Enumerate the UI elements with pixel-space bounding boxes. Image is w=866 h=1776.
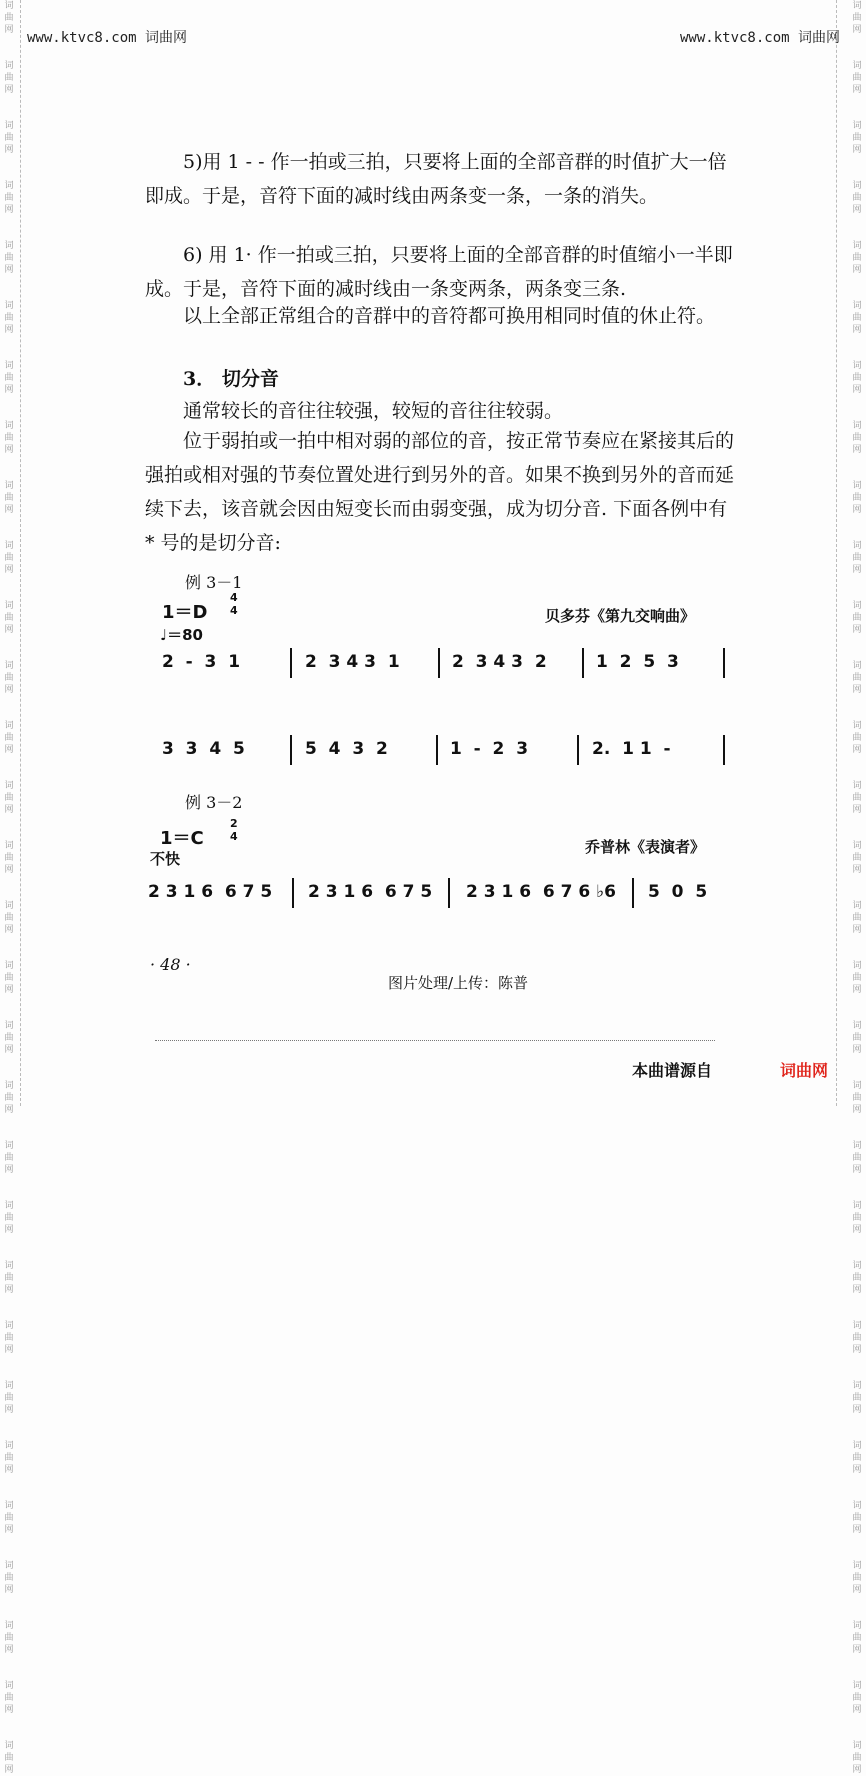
- side-watermark-text: 词 曲 网: [4, 721, 14, 755]
- side-watermark-text: 词 曲 网: [4, 601, 14, 635]
- side-watermark-text: 词 曲 网: [852, 541, 862, 575]
- example1-composer: 贝多芬《第九交响曲》: [545, 607, 696, 625]
- right-side-watermark: [848, 0, 866, 1775]
- barline: [632, 878, 634, 908]
- side-watermark-text: 词 曲 网: [4, 361, 14, 395]
- barline: [290, 648, 292, 678]
- example1-meter-bottom: 4: [230, 604, 238, 617]
- example1-measure-4: 1 2 5 3: [596, 652, 679, 672]
- example2-measure-2: 2 3 1 6 6 7 5: [308, 882, 433, 902]
- example2-measure-4: 5 0 5: [648, 882, 708, 902]
- header-watermark-left: www.ktvc8.com 词曲网: [27, 30, 188, 46]
- side-watermark-text: 词 曲 网: [852, 721, 862, 755]
- example2-key: 1＝C: [160, 828, 204, 849]
- barline: [438, 648, 440, 678]
- example2-meter-top: 2: [230, 817, 238, 830]
- side-watermark-text: 词 曲 网: [4, 1201, 14, 1235]
- side-watermark-text: 词 曲 网: [4, 1561, 14, 1595]
- example1-label: 例 3－1: [185, 573, 243, 592]
- example1-measure-3: 2 3 4 3 2: [452, 652, 547, 672]
- side-watermark-text: 词 曲 网: [852, 1441, 862, 1475]
- side-watermark-text: 词 曲 网: [4, 1441, 14, 1475]
- side-watermark-text: 词 曲 网: [4, 181, 14, 215]
- side-watermark-text: 词 曲 网: [4, 61, 14, 95]
- side-watermark-text: 词 曲 网: [4, 781, 14, 815]
- side-watermark-text: 词 曲 网: [852, 1081, 862, 1115]
- side-watermark-text: 词 曲 网: [852, 1201, 862, 1235]
- side-watermark-text: 词 曲 网: [852, 121, 862, 155]
- side-watermark-text: 词 曲 网: [4, 841, 14, 875]
- side-watermark-text: 词 曲 网: [852, 1741, 862, 1775]
- example2-label: 例 3－2: [185, 793, 243, 812]
- side-watermark-text: 词 曲 网: [852, 1681, 862, 1715]
- barline: [582, 648, 584, 678]
- side-watermark-text: 词 曲 网: [852, 781, 862, 815]
- side-watermark-text: 词 曲 网: [4, 1321, 14, 1355]
- side-watermark-text: 词 曲 网: [4, 241, 14, 275]
- example2-measure-3: 2 3 1 6 6 7 6 ♭6: [466, 882, 616, 902]
- side-watermark-text: 词 曲 网: [4, 1621, 14, 1655]
- side-watermark-text: 词 曲 网: [4, 1681, 14, 1715]
- side-watermark-text: 词 曲 网: [4, 481, 14, 515]
- side-watermark-text: 词 曲 网: [4, 1381, 14, 1415]
- example1-measure-5: 3 3 4 5: [162, 739, 245, 759]
- side-watermark-text: 词 曲 网: [852, 961, 862, 995]
- credit-text: 图片处理/上传：陈普: [388, 974, 529, 992]
- barline: [436, 735, 438, 765]
- barline: [448, 878, 450, 908]
- barline: [723, 735, 725, 765]
- side-watermark-text: 词 曲 网: [4, 1081, 14, 1115]
- example1-tempo: ♩＝80: [160, 626, 203, 644]
- side-watermark-text: 词 曲 网: [852, 661, 862, 695]
- left-side-watermark: [0, 0, 18, 1775]
- side-watermark-text: 词 曲 网: [852, 181, 862, 215]
- side-watermark-text: 词 曲 网: [4, 1501, 14, 1535]
- example1-measure-2: 2 3 4 3 1: [305, 652, 400, 672]
- side-watermark-text: 词 曲 网: [4, 541, 14, 575]
- side-watermark-text: 词 曲 网: [4, 901, 14, 935]
- side-watermark-text: 词 曲 网: [852, 301, 862, 335]
- side-watermark-text: 词 曲 网: [852, 1321, 862, 1355]
- example2-composer: 乔普林《表演者》: [585, 838, 706, 856]
- side-watermark-text: 词 曲 网: [852, 1561, 862, 1595]
- side-watermark-text: 词 曲 网: [852, 1381, 862, 1415]
- side-watermark-text: 词 曲 网: [4, 421, 14, 455]
- example1-measure-6: 5 4 3 2: [305, 739, 388, 759]
- side-watermark-text: 词 曲 网: [852, 1261, 862, 1295]
- footer-site-link[interactable]: 词曲网: [780, 1061, 829, 1080]
- side-watermark-text: 词 曲 网: [852, 1021, 862, 1055]
- barline: [290, 735, 292, 765]
- separator: [155, 1040, 715, 1041]
- footer-source: 本曲谱源自: [632, 1061, 713, 1080]
- example2-measure-1: 2 3 1 6 6 7 5: [148, 882, 273, 902]
- side-watermark-text: 词 曲 网: [852, 61, 862, 95]
- paragraph-intro: 通常较长的音往往较强，较短的音往往较弱。: [183, 400, 564, 422]
- left-margin-line: [20, 0, 21, 1106]
- side-watermark-text: 词 曲 网: [4, 1141, 14, 1175]
- side-watermark-text: 词 曲 网: [852, 1621, 862, 1655]
- right-margin-line: [836, 0, 837, 1106]
- side-watermark-text: 词 曲 网: [4, 1, 14, 35]
- example1-key: 1＝D: [162, 602, 208, 623]
- paragraph-6: 6) 用 1· 作一拍或三拍，只要将上面的全部音群的时值缩小一半即成。于是，音符下面的减时线由一条变两条，两条变三条.: [145, 244, 733, 300]
- example2-meter-bottom: 4: [230, 830, 238, 843]
- side-watermark-text: 词 曲 网: [852, 601, 862, 635]
- side-watermark-text: 词 曲 网: [852, 241, 862, 275]
- side-watermark-text: 词 曲 网: [852, 361, 862, 395]
- side-watermark-text: 词 曲 网: [4, 1021, 14, 1055]
- side-watermark-text: 词 曲 网: [852, 421, 862, 455]
- side-watermark-text: 词 曲 网: [852, 841, 862, 875]
- barline: [292, 878, 294, 908]
- side-watermark-text: 词 曲 网: [4, 301, 14, 335]
- example1-measure-7: 1 - 2 3: [450, 739, 529, 759]
- side-watermark-text: 词 曲 网: [852, 901, 862, 935]
- barline: [723, 648, 725, 678]
- side-watermark-text: 词 曲 网: [4, 961, 14, 995]
- side-watermark-text: 词 曲 网: [4, 661, 14, 695]
- side-watermark-text: 词 曲 网: [852, 1501, 862, 1535]
- paragraph-5: 5)用 1 - - 作一拍或三拍，只要将上面的全部音群的时值扩大一倍即成。于是，音符下面的减时线由两条变一条，一条的消失。: [145, 151, 727, 207]
- example1-meter-top: 4: [230, 591, 238, 604]
- paragraph-summary: 以上全部正常组合的音群中的音符都可换用相同时值的休止符。: [183, 305, 716, 327]
- page-number: · 48 ·: [150, 955, 191, 974]
- barline: [577, 735, 579, 765]
- side-watermark-text: 词 曲 网: [4, 1741, 14, 1775]
- header-watermark-right: www.ktvc8.com 词曲网: [680, 30, 841, 46]
- paragraph-definition: 位于弱拍或一拍中相对弱的部位的音，按正常节奏应在紧接其后的强拍或相对强的节奏位置处进行到另外的音。如果不换到另外的音而延续下去，该音就会因由短变长而由弱变强，成为切分音. 下面各例中有 * 号的是切分音:: [145, 430, 735, 554]
- side-watermark-text: 词 曲 网: [852, 1, 862, 35]
- example1-measure-1: 2 - 3 1: [162, 652, 241, 672]
- side-watermark-text: 词 曲 网: [852, 1141, 862, 1175]
- section-title: 3． 切分音: [183, 368, 279, 390]
- example1-measure-8: 2. 1 1 -: [592, 739, 671, 759]
- side-watermark-text: 词 曲 网: [4, 1261, 14, 1295]
- example2-tempo: 不快: [150, 850, 181, 868]
- side-watermark-text: 词 曲 网: [4, 121, 14, 155]
- side-watermark-text: 词 曲 网: [852, 481, 862, 515]
